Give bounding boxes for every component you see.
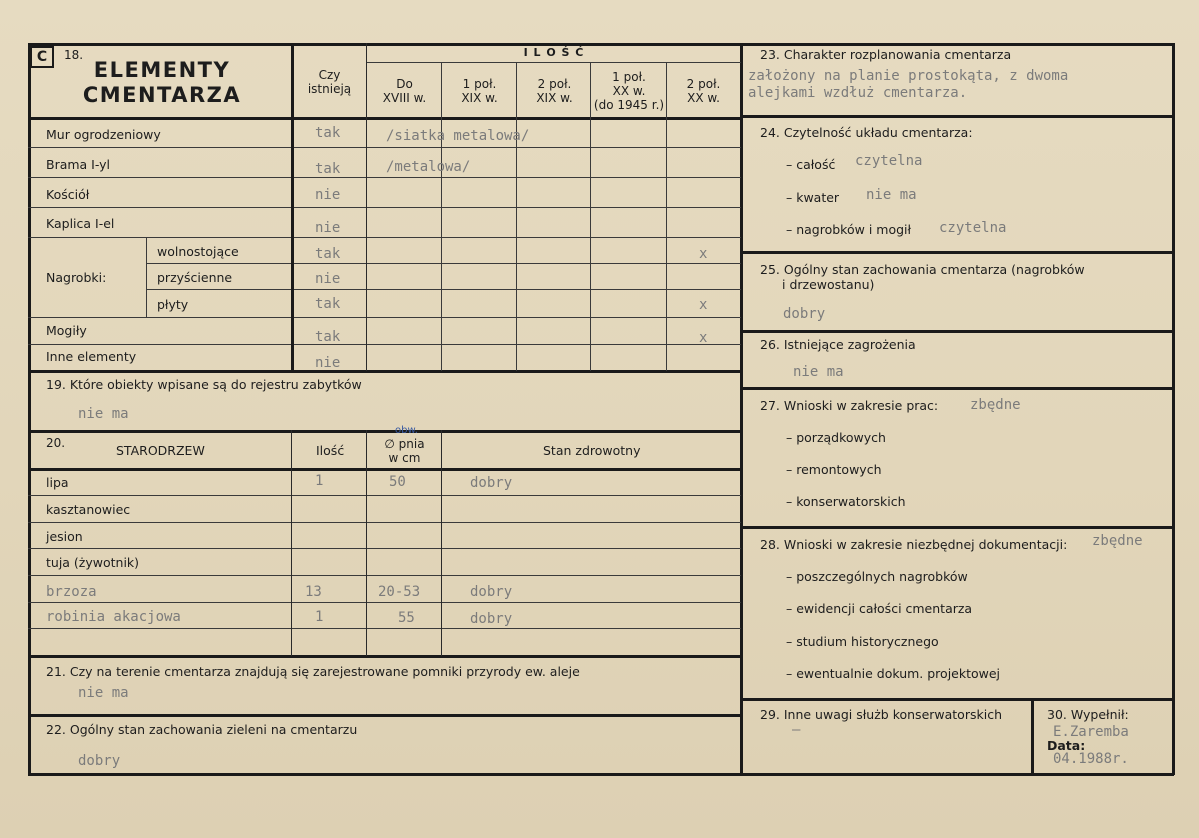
tree-row-4-name: brzoza (46, 584, 97, 600)
row-wolno-label: wolnostojące (157, 244, 239, 259)
tree-row-4-diameter: 20-53 (378, 584, 421, 600)
section-28-label: 28. Wnioski w zakresie niezbędnej dokumentacji: (760, 537, 1068, 552)
row-nagrobki-label: Nagrobki: (46, 270, 107, 285)
section-27-item-2: – konserwatorskich (786, 494, 906, 509)
col-line (146, 237, 147, 317)
section-28-item-0: – poszczególnych nagrobków (786, 569, 968, 584)
section-24-calosc-value: czytelna (855, 153, 923, 169)
tree-row-5-quantity: 1 (315, 609, 324, 625)
row-plyty-mark: x (699, 297, 708, 313)
section-27-item-0: – porządkowych (786, 430, 886, 445)
col-line (666, 62, 667, 371)
period-col-4-l1: 1 poł. (612, 70, 646, 84)
row-line (28, 344, 741, 345)
section-24-bottom (740, 251, 1174, 254)
row-mur-label: Mur ogrodzeniowy (46, 127, 161, 142)
period-col-1-l1: Do (396, 77, 413, 91)
row-wolno-mark: x (699, 246, 708, 262)
tree-row-5-health: dobry (470, 611, 513, 627)
section-25-label-1: 25. Ogólny stan zachowania cmentarza (nagrobków (760, 262, 1085, 277)
row-przyscienne-label: przyścienne (157, 270, 233, 285)
row-line (28, 237, 741, 238)
section-21-value: nie ma (78, 685, 129, 701)
col-line (366, 43, 367, 371)
period-col-5-l2: XX w. (687, 91, 720, 105)
section-27-item-1: – remontowych (786, 462, 882, 477)
section-18-number: 18. (64, 48, 84, 62)
trees-col-line (291, 430, 292, 656)
section-20-bottom (28, 655, 741, 658)
tree-row-5-name: robinia akacjowa (46, 609, 181, 625)
trees-col-line (441, 430, 442, 656)
row-kosciol-exists: nie (315, 187, 341, 203)
row-kaplica-label: Kaplica I-el (46, 216, 115, 231)
tree-row-0-health: dobry (470, 475, 513, 491)
trees-row-line (28, 522, 741, 523)
section-18-bottom (28, 370, 741, 373)
frame-right (1172, 43, 1175, 775)
trees-col-diameter (367, 437, 442, 465)
period-col-4-l3: (do 1945 r.) (593, 98, 665, 112)
section-30-date-label: Data: (1047, 738, 1086, 753)
trees-header-bottom (28, 468, 741, 471)
tree-row-4-health: dobry (470, 584, 513, 600)
section-24-kwater-label: – kwater (786, 190, 840, 205)
section-28-bottom (740, 698, 1174, 701)
section-22-value: dobry (78, 753, 121, 769)
section-25-label-2: i drzewostanu) (782, 277, 875, 292)
section-30-name: E.Zaremba (1053, 724, 1129, 740)
row-mogily-mark: x (699, 330, 708, 346)
section-24-kwater-value: nie ma (866, 187, 917, 203)
section-27-bottom (740, 526, 1174, 529)
section-29-30-divider (1031, 698, 1034, 775)
section-25-value: dobry (783, 306, 826, 322)
row-mur-exists: tak (315, 125, 341, 141)
period-col-1 (367, 77, 442, 105)
section-23-bottom (740, 115, 1174, 118)
row-line (28, 177, 741, 178)
tree-row-0-name: lipa (46, 475, 69, 490)
trees-col-diameter-l2: w cm (388, 451, 421, 465)
exists-header (292, 68, 367, 96)
section-21-label: 21. Czy na terenie cmentarza znajdują się zarejestrowane pomniki przyrody ew. aleje (46, 664, 580, 679)
section-letter: C (30, 46, 54, 68)
section-30-date: 04.1988r. (1053, 751, 1129, 767)
period-col-3 (517, 77, 592, 105)
period-col-1-l2: XVIII w. (382, 91, 427, 105)
row-plyty-exists: tak (315, 296, 341, 312)
section-28-item-2: – studium historycznego (786, 634, 939, 649)
row-przyscienne-exists: nie (315, 271, 341, 287)
trees-row-line (28, 628, 741, 629)
tree-row-3-name: tuja (żywotnik) (46, 555, 140, 570)
exists-header-line2: istnieją (307, 82, 352, 96)
elements-title (72, 58, 252, 108)
tree-row-4-quantity: 13 (305, 584, 322, 600)
section-28-item-3: – ewentualnie dokum. projektowej (786, 666, 1001, 681)
header-bottom (28, 117, 741, 120)
section-28-value: zbędne (1092, 533, 1143, 549)
trees-col-quantity: Ilość (316, 443, 345, 458)
row-line (28, 317, 741, 318)
section-25-bottom (740, 330, 1174, 333)
period-col-2-l1: 1 poł. (462, 77, 497, 91)
section-23-line1: założony na planie prostokąta, z dwoma (748, 68, 1069, 84)
quantity-underline (367, 62, 741, 63)
elements-title-line1: ELEMENTY (93, 58, 231, 82)
exists-header-line1: Czy (318, 68, 341, 82)
trees-col-health: Stan zdrowotny (543, 443, 641, 458)
row-kaplica-exists: nie (315, 220, 341, 236)
section-26-bottom (740, 387, 1174, 390)
section-28-item-1: – ewidencji całości cmentarza (786, 601, 973, 616)
row-mogily-exists: tak (315, 329, 341, 345)
frame-middle (740, 43, 743, 775)
col-line (441, 62, 442, 371)
col-line (291, 43, 294, 371)
tree-row-5-diameter: 55 (398, 610, 415, 626)
frame-left (28, 43, 31, 775)
section-27-value: zbędne (970, 397, 1021, 413)
row-brama-label: Brama I-yl (46, 157, 111, 172)
col-line (590, 62, 591, 371)
tree-row-2-name: jesion (46, 529, 83, 544)
tree-row-1-name: kasztanowiec (46, 502, 131, 517)
section-19-label: 19. Które obiekty wpisane są do rejestru zabytków (46, 377, 362, 392)
period-col-5-l1: 2 poł. (686, 77, 721, 91)
row-mur-note: /siatka metalowa/ (386, 128, 530, 144)
row-inne-exists: nie (315, 355, 341, 369)
trees-row-line (28, 548, 741, 549)
row-kosciol-label: Kościół (46, 187, 90, 202)
section-30-label: 30. Wypełnił: (1047, 707, 1129, 722)
row-brama-note: /metalowa/ (386, 159, 471, 175)
quantity-header: I L O Ś Ć (523, 46, 585, 59)
tree-row-0-quantity: 1 (315, 473, 324, 489)
trees-col-diameter-note: obw. (395, 425, 418, 436)
section-19-value: nie ma (78, 406, 129, 422)
trees-col-line (366, 430, 367, 656)
frame-bottom (28, 773, 1174, 776)
section-20-number: 20. (46, 436, 66, 450)
row-wolno-exists: tak (315, 246, 341, 262)
section-21-bottom (28, 714, 741, 717)
section-24-nagrobkow-value: czytelna (939, 220, 1007, 236)
period-col-4-l2: XX w. (612, 84, 646, 98)
trees-title: STARODRZEW (116, 443, 205, 458)
row-plyty-label: płyty (157, 297, 189, 312)
row-brama-exists: tak (315, 161, 341, 177)
col-line (516, 62, 517, 371)
section-24-label: 24. Czytelność układu cmentarza: (760, 125, 973, 140)
section-29-label: 29. Inne uwagi służb konserwatorskich (760, 707, 1002, 722)
section-26-value: nie ma (793, 364, 844, 380)
section-23-label: 23. Charakter rozplanowania cmentarza (760, 47, 1012, 62)
tree-row-0-diameter: 50 (389, 474, 406, 490)
section-27-label: 27. Wnioski w zakresie prac: (760, 398, 939, 413)
row-line (28, 207, 741, 208)
period-col-4 (590, 70, 668, 112)
row-line (28, 147, 741, 148)
section-23-line2: alejkami wzdłuż cmentarza. (748, 85, 968, 101)
row-mogily-label: Mogiły (46, 323, 87, 338)
trees-row-line (28, 575, 741, 576)
period-col-2 (442, 77, 517, 105)
section-26-label: 26. Istniejące zagrożenia (760, 337, 916, 352)
period-col-3-l1: 2 poł. (537, 77, 572, 91)
trees-row-line (28, 495, 741, 496)
period-col-2-l2: XIX w. (461, 91, 498, 105)
section-19-bottom (28, 430, 741, 433)
row-inne-label: Inne elementy (46, 349, 137, 364)
section-24-calosc-label: – całość (786, 157, 836, 172)
row-line (146, 289, 741, 290)
trees-col-diameter-l1: ∅ pnia (384, 437, 425, 451)
row-line (146, 263, 741, 264)
section-24-nagrobkow-label: – nagrobków i mogił (786, 222, 912, 237)
elements-title-line2: CMENTARZA (82, 83, 242, 107)
period-col-3-l2: XIX w. (536, 91, 573, 105)
section-29-value: – (792, 722, 801, 738)
trees-row-line (28, 602, 741, 603)
section-22-label: 22. Ogólny stan zachowania zieleni na cmentarzu (46, 722, 358, 737)
period-col-5 (666, 77, 741, 105)
